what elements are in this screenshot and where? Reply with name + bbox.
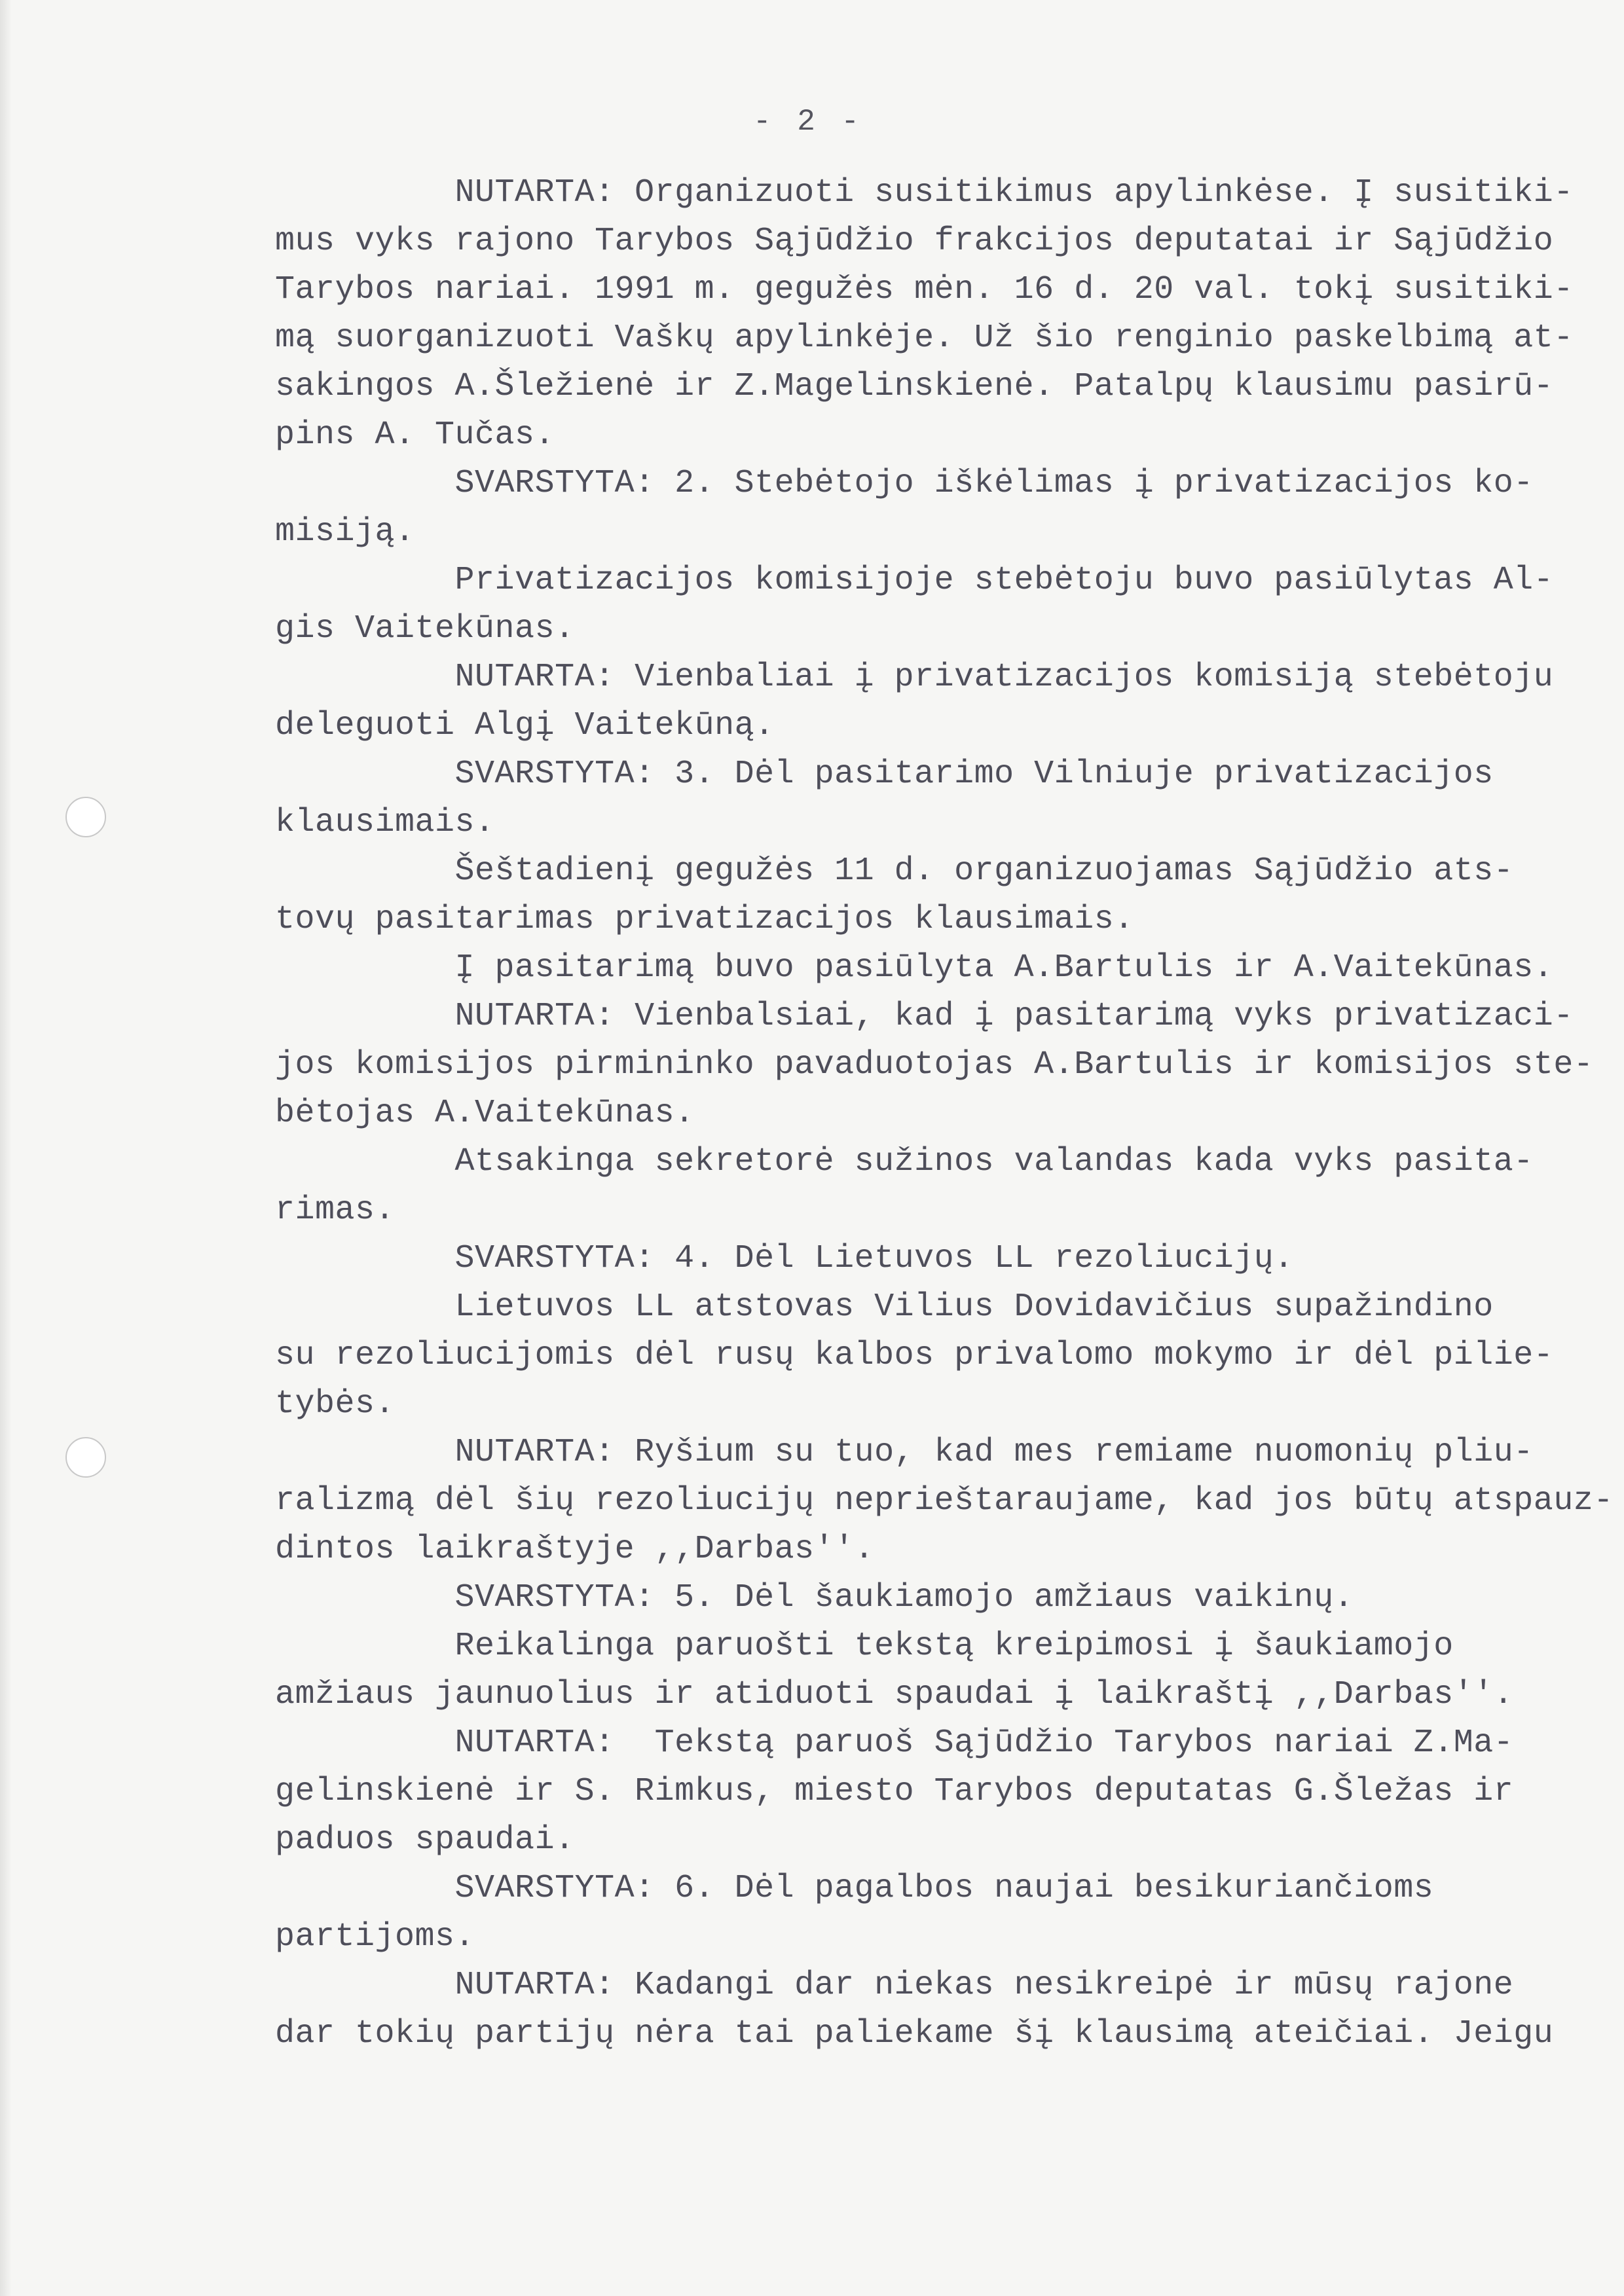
text-line: deleguoti Algį Vaitekūną.	[275, 707, 775, 744]
punch-hole	[65, 797, 106, 837]
punch-hole	[65, 1437, 106, 1478]
text-line: NUTARTA: Tekstą paruoš Sąjūdžio Tarybos nariai Z.Ma-	[275, 1724, 1514, 1762]
text-line: Atsakinga sekretorė sužinos valandas kada vyks pasita-	[275, 1143, 1534, 1180]
text-line: tybės.	[275, 1385, 396, 1423]
text-line: pins A. Tučas.	[275, 416, 555, 454]
text-line: misiją.	[275, 513, 415, 551]
text-line: SVARSTYTA: 6. Dėl pagalbos naujai besikuriančioms	[275, 1870, 1434, 1907]
text-line: su rezoliucijomis dėl rusų kalbos privalomo mokymo ir dėl pilie-	[275, 1337, 1554, 1374]
text-line: ralizmą dėl šių rezoliucijų neprieštaraujame, kad jos būtų atspauz-	[275, 1482, 1614, 1520]
text-line: gis Vaitekūnas.	[275, 610, 575, 647]
text-line: dar tokių partijų nėra tai paliekame šį klausimą ateičiai. Jeigu	[275, 2015, 1554, 2052]
text-line: paduos spaudai.	[275, 1821, 575, 1859]
text-line: gelinskienė ir S. Rimkus, miesto Tarybos deputatas G.Šležas ir	[275, 1773, 1514, 1810]
text-line: NUTARTA: Vienbaliai į privatizacijos komisiją stebėtoju	[275, 659, 1554, 696]
text-line: Tarybos nariai. 1991 m. gegužės mėn. 16 d. 20 val. tokį susitiki-	[275, 271, 1574, 308]
text-line: Reikalinga paruošti tekstą kreipimosi į šaukiamojo	[275, 1628, 1454, 1665]
text-line: dintos laikraštyje ,,Darbas''.	[275, 1531, 875, 1568]
text-line: amžiaus jaunuolius ir atiduoti spaudai į laikraštį ,,Darbas''.	[275, 1676, 1514, 1713]
text-line: klausimais.	[275, 804, 495, 841]
text-line: mus vyks rajono Tarybos Sąjūdžio frakcijos deputatai ir Sąjūdžio	[275, 223, 1554, 260]
text-line: NUTARTA: Ryšium su tuo, kad mes remiame nuomonių pliu-	[275, 1434, 1534, 1471]
text-line: SVARSTYTA: 5. Dėl šaukiamojo amžiaus vaikinų.	[275, 1579, 1354, 1616]
text-line: NUTARTA: Organizuoti susitikimus apylinkėse. Į susitiki-	[275, 174, 1574, 211]
text-line: NUTARTA: Kadangi dar niekas nesikreipė ir mūsų rajone	[275, 1967, 1514, 2004]
page-edge-shadow	[0, 0, 12, 2296]
text-line: SVARSTYTA: 4. Dėl Lietuvos LL rezoliucijų.	[275, 1240, 1294, 1277]
text-line: mą suorganizuoti Vaškų apylinkėje. Už šio renginio paskelbimą at-	[275, 319, 1574, 357]
text-line: Lietuvos LL atstovas Vilius Dovidavičius supažindino	[275, 1288, 1494, 1326]
text-line: jos komisijos pirmininko pavaduotojas A.Bartulis ir komisijos ste-	[275, 1046, 1594, 1084]
text-line: sakingos A.Šležienė ir Z.Magelinskienė. Patalpų klausimu pasirū-	[275, 368, 1554, 405]
text-line: rimas.	[275, 1192, 396, 1229]
text-line: Privatizacijos komisijoje stebėtoju buvo pasiūlytas Al-	[275, 562, 1554, 599]
text-line: partijoms.	[275, 1918, 475, 1956]
text-line: tovų pasitarimas privatizacijos klausimais.	[275, 901, 1134, 938]
page-number: - 2 -	[753, 105, 864, 139]
text-line: SVARSTYTA: 3. Dėl pasitarimo Vilniuje privatizacijos	[275, 756, 1494, 793]
text-line: NUTARTA: Vienbalsiai, kad į pasitarimą vyks privatizaci-	[275, 998, 1574, 1035]
minutes-body-text	[275, 169, 1617, 2058]
text-line: bėtojas A.Vaitekūnas.	[275, 1095, 695, 1132]
text-line: Į pasitarimą buvo pasiūlyta A.Bartulis ir A.Vaitekūnas.	[275, 949, 1554, 987]
text-line: SVARSTYTA: 2. Stebėtojo iškėlimas į privatizacijos ko-	[275, 465, 1534, 502]
text-line: Šeštadienį gegužės 11 d. organizuojamas Sąjūdžio ats-	[275, 852, 1514, 890]
